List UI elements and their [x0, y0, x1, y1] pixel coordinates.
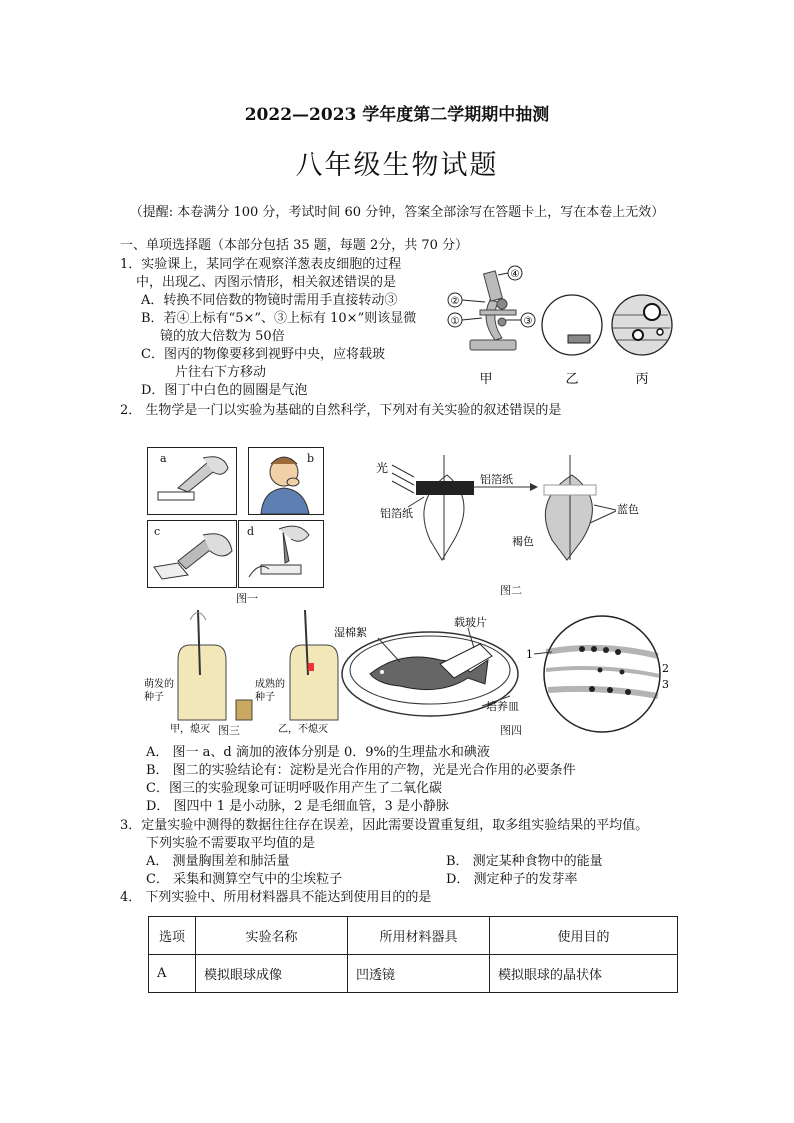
- fig1-panel-c: [147, 520, 237, 588]
- microscope-drawing: [470, 271, 516, 350]
- fig4-dish: 培养皿: [486, 700, 519, 713]
- q2-option-b: B． 图二的实验结论有：淀粉是光合作用的产物，光是光合作用的必要条件: [146, 763, 576, 778]
- exam-tip: （提醒: 本卷满分 100 分，考试时间 60 分钟，答案全部涂写在答题卡上，写在本卷上无效）: [129, 205, 665, 220]
- q1-option-d: D．图丁中白色的圆圈是气泡: [141, 383, 308, 398]
- fig3-result2: 乙，不熄灭: [278, 724, 328, 735]
- cells-yi: [568, 335, 590, 343]
- fig2-brown: 褐色: [512, 535, 534, 548]
- q3-stem-2: 下列实验不需要取平均值的是: [146, 836, 316, 851]
- q4-stem: 4． 下列实验中、所用材料器具不能达到使用目的的是: [120, 890, 432, 905]
- fig1-caption: 图一: [236, 592, 258, 605]
- label-3: ③: [523, 316, 533, 327]
- fig2-blue: 蓝色: [617, 503, 639, 516]
- field-yi: [542, 295, 602, 355]
- panel-c-letter: c: [154, 525, 161, 538]
- panel-d-letter: d: [247, 525, 255, 538]
- field-bing: [612, 295, 672, 355]
- foil-strip: [416, 481, 474, 495]
- fig1-panel-d: [238, 520, 324, 588]
- q1-figure: [440, 260, 690, 390]
- q1-option-b-2: 镜的放大倍数为 50倍: [160, 329, 285, 344]
- q2-stem: 2． 生物学是一门以实验为基础的自然科学，下列对有关实验的叙述错误的是: [120, 403, 562, 418]
- fig3-caption: 图三: [218, 724, 240, 737]
- fig1-panel-b: [248, 447, 324, 515]
- q3-option-d: D． 测定种子的发芽率: [446, 872, 578, 887]
- q3-option-c: C． 采集和测算空气中的尘埃粒子: [146, 872, 343, 887]
- q2-option-a: A． 图一 a、d 滴加的液体分别是 0．9%的生理盐水和碘液: [146, 745, 490, 760]
- fig2-light: 光: [376, 461, 389, 475]
- fig3-seed1-l1: 萌发的: [144, 679, 174, 690]
- q1-option-a: A．转换不同倍数的物镜时需用手直接转动③: [141, 293, 398, 308]
- fig4-label-3: 3: [662, 678, 669, 691]
- fig2-foil-bottom: 铝箔纸: [380, 507, 413, 520]
- fig4-fish-dish: [330, 612, 535, 724]
- header-experiment: 实验名称: [196, 917, 348, 955]
- bubble: [644, 304, 660, 320]
- header-purpose: 使用目的: [490, 917, 678, 955]
- q2-option-c: C．图三的实验现象可证明呼吸作用产生了二氧化碳: [146, 781, 442, 796]
- fig4-caption: 图四: [500, 724, 522, 737]
- label-jia: 甲: [479, 372, 493, 387]
- fig3-seed2-l1: 成熟的: [255, 679, 285, 690]
- cell-materials: 凹透镜: [348, 955, 490, 993]
- panel-b-letter: b: [307, 452, 315, 465]
- cell-purpose: 模拟眼球的晶状体: [490, 955, 678, 993]
- q2-option-d: D． 图四中 1 是小动脉，2 是毛细血管，3 是小静脉: [146, 799, 449, 814]
- fig3-seed1-l2: 种子: [144, 692, 164, 703]
- q3-option-a: A． 测量胸围差和肺活量: [146, 854, 290, 869]
- panel-a-letter: a: [160, 452, 167, 465]
- q1-stem-2: 中，出现乙、丙图示情形，相关叙述错误的是: [136, 275, 397, 290]
- fig3-result1: 甲，熄灭: [170, 724, 210, 735]
- header-materials: 所用材料器具: [348, 917, 490, 955]
- q4-table: [148, 916, 678, 993]
- cell-experiment: 模拟眼球成像: [196, 955, 348, 993]
- label-2: ②: [450, 296, 460, 307]
- q1-option-c-2: 片往右下方移动: [175, 365, 267, 380]
- q1-option-b-1: B．若④上标有“5×”、③上标有 10×”则该显微: [141, 311, 417, 326]
- q1-option-c-1: C．图丙的物像要移到视野中央，应将载玻: [141, 347, 385, 362]
- fig2-foil-top: 铝箔纸: [480, 473, 513, 486]
- table-header-row: [149, 917, 678, 955]
- fig2-leaf-experiment: [372, 455, 662, 575]
- q3-option-b: B． 测定某种食物中的能量: [446, 854, 603, 869]
- fig4-blood-vessels: [522, 612, 672, 736]
- section-heading: 一、单项选择题（本部分包括 35 题，每题 2分，共 70 分）: [120, 238, 469, 253]
- label-4: ④: [510, 269, 520, 280]
- q1-stem-1: 1．实验课上，某同学在观察洋葱表皮细胞的过程: [120, 257, 402, 272]
- fig4-cotton: 湿棉絮: [334, 626, 367, 639]
- exam-title: 2022—2023 学年度第二学期期中抽测: [244, 105, 550, 125]
- fig1-panel-a: [147, 447, 237, 515]
- fig2-caption: 图二: [500, 584, 522, 597]
- label-bing: 丙: [635, 372, 649, 387]
- table-row: [149, 955, 678, 993]
- header-option: 选项: [149, 917, 196, 955]
- q3-stem-1: 3．定量实验中测得的数据往往存在误差，因此需要设置重复组，取多组实验结果的平均值。: [120, 818, 649, 833]
- label-yi: 乙: [565, 372, 579, 387]
- fig4-label-2: 2: [662, 662, 669, 675]
- exam-subject: 八年级生物试题: [295, 150, 499, 181]
- cell-option: A: [149, 955, 196, 993]
- label-1: ①: [450, 316, 460, 327]
- fig3-seed2-l2: 种子: [255, 692, 275, 703]
- fig4-slide: 载玻片: [454, 616, 487, 629]
- fig4-label-1: 1: [526, 648, 533, 661]
- fig3-jars: [140, 605, 340, 735]
